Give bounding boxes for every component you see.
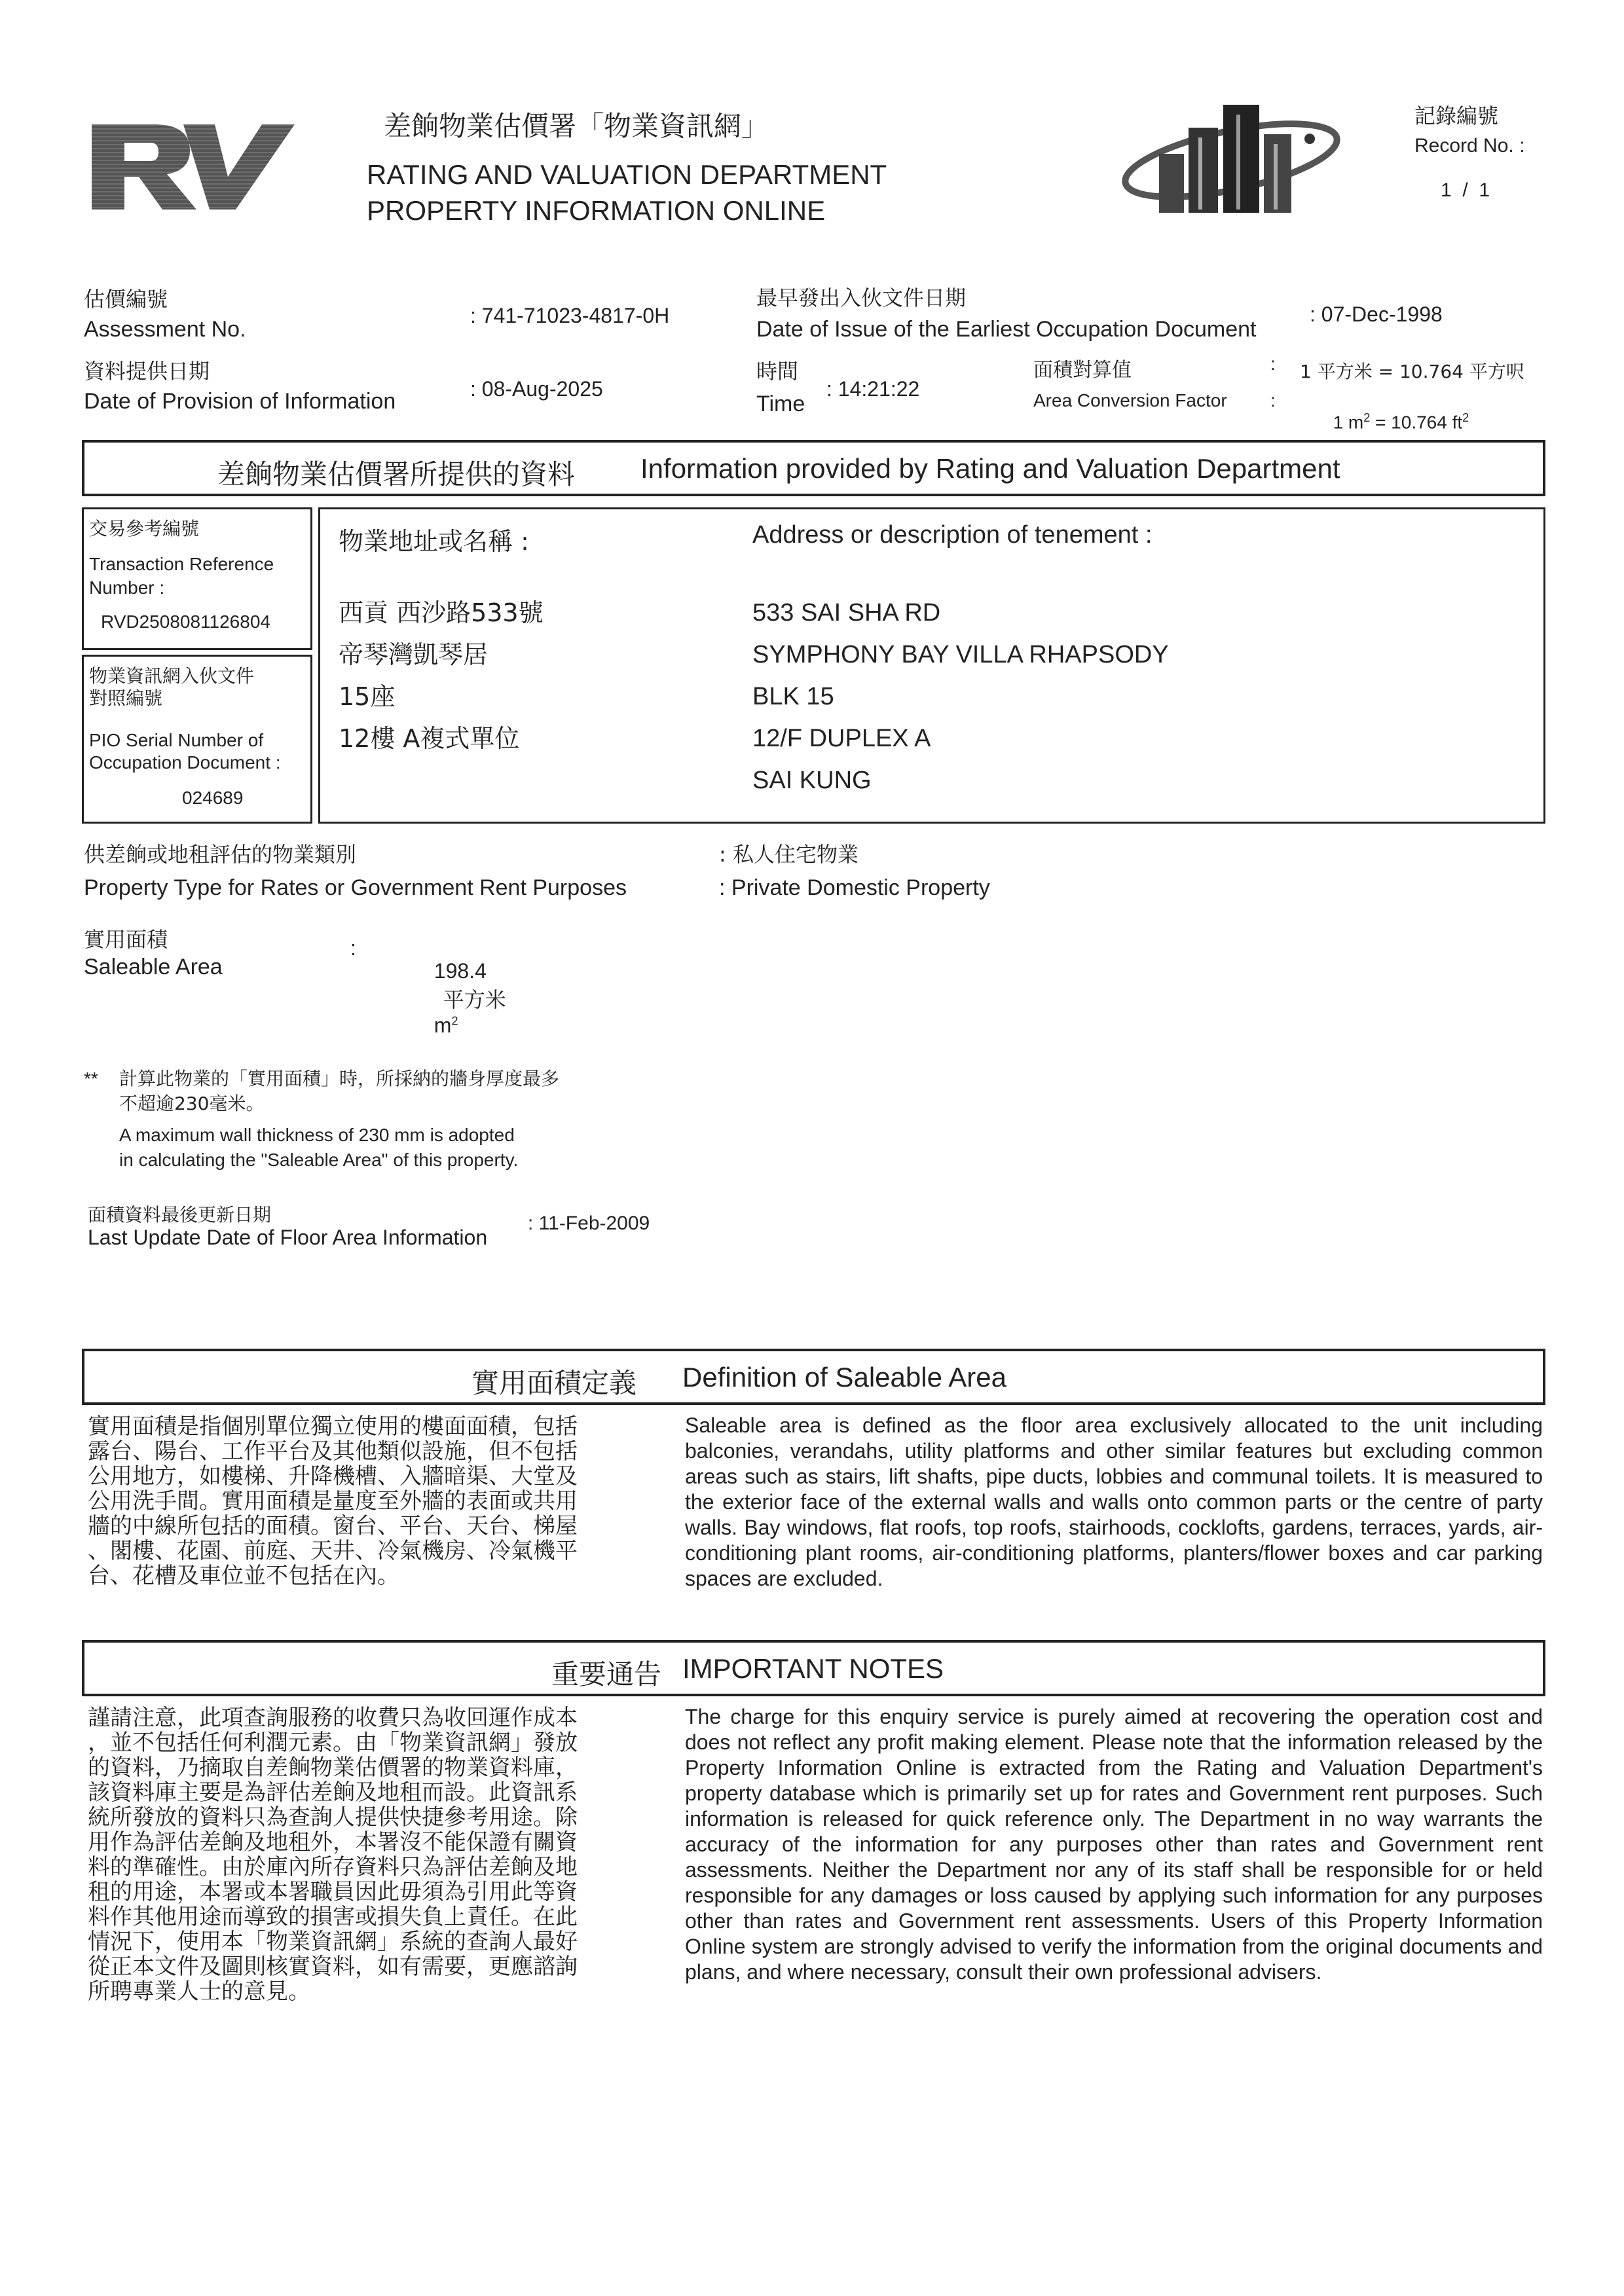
- sup-ft2: 2: [1462, 411, 1469, 424]
- issue-date-value: : 07-Dec-1998: [1310, 302, 1443, 326]
- property-type-value-en: : Private Domestic Property: [719, 875, 990, 900]
- address-label-en: Address or description of tenement :: [752, 521, 1153, 549]
- address-en-line: BLK 15: [752, 683, 834, 710]
- address-lines-zh: [339, 592, 544, 759]
- notes-zh-line: 租的用途，本署或本署職員因此毋須為引用此等資: [88, 1879, 578, 1905]
- address-zh-line: 西貢 西沙路533號: [339, 598, 544, 627]
- note-zh-1: 計算此物業的「實用面積」時，所採納的牆身厚度最多: [119, 1068, 560, 1089]
- notes-zh-line: 料作其他用途而導致的損害或損失負上責任。在此: [88, 1904, 578, 1930]
- saleable-area-colon: :: [350, 936, 356, 960]
- address-label-zh: 物業地址或名稱 :: [339, 527, 529, 556]
- definition-zh-line: 牆的中線所包括的面積。窗台、平台、天台、梯屋: [88, 1513, 578, 1539]
- header-title-en-2: PROPERTY INFORMATION ONLINE: [367, 195, 826, 226]
- header-title-zh: 差餉物業估價署「物業資訊網」: [383, 110, 769, 142]
- conversion-label-en: Area Conversion Factor: [1033, 390, 1227, 410]
- property-type-label-en: Property Type for Rates or Government Rent Purposes: [84, 875, 627, 900]
- conversion-line-2: [1323, 390, 1469, 433]
- address-en-line: 533 SAI SHA RD: [752, 599, 941, 627]
- ref-value: RVD2508081126804: [101, 611, 270, 632]
- assessment-label-en: Assessment No.: [84, 317, 246, 342]
- address-lines-en: [752, 592, 1169, 801]
- notes-zh-line: 從正本文件及圖則核實資料，如有需要，更應諮詢: [88, 1954, 578, 1980]
- notes-zh-line: 料的準確性。由於庫內所存資料只為評估差餉及地: [88, 1854, 578, 1880]
- notes-body-zh: [88, 1705, 664, 2004]
- issue-date-label-zh: 最早發出入伙文件日期: [756, 285, 967, 310]
- notes-zh-line: 用作為評估差餉及地租外，本署沒不能保證有關資: [88, 1829, 578, 1855]
- update-label-zh: 面積資料最後更新日期: [88, 1204, 272, 1226]
- info-section-title-en: Information provided by Rating and Valuation Department: [640, 453, 1340, 484]
- pio-label-zh-1: 物業資訊網入伙文件: [89, 665, 255, 687]
- provision-value: : 08-Aug-2025: [470, 377, 603, 401]
- time-value: : 14:21:22: [826, 377, 920, 401]
- assessment-value: : 741-71023-4817-0H: [470, 304, 670, 327]
- area-value: 198.4: [434, 959, 487, 983]
- time-label-zh: 時間: [756, 359, 799, 384]
- pio-serial-box: [82, 655, 312, 824]
- definition-zh-line: 台、花槽及車位並不包括在內。: [88, 1563, 399, 1589]
- pio-label-en-2: Occupation Document :: [89, 752, 281, 773]
- pio-label-en-1: PIO Serial Number of: [89, 730, 264, 750]
- notes-title-zh: 重要通告: [551, 1658, 662, 1690]
- note-marker: **: [84, 1068, 98, 1089]
- note-zh-2: 不超逾230毫米。: [119, 1093, 265, 1114]
- definition-zh-line: 公用地方，如樓梯、升降機槽、入牆暗渠、大堂及: [88, 1463, 578, 1489]
- note-en-1: A maximum wall thickness of 230 mm is adopted: [119, 1125, 515, 1145]
- definition-zh-line: 實用面積是指個別單位獨立使用的樓面面積，包括: [88, 1413, 578, 1440]
- conversion-label-zh: 面積對算值: [1033, 359, 1132, 382]
- notes-title-en: IMPORTANT NOTES: [682, 1653, 944, 1684]
- update-value: : 11-Feb-2009: [528, 1212, 650, 1234]
- conversion-line-2-a: 1 m: [1333, 412, 1364, 433]
- provision-label-zh: 資料提供日期: [84, 359, 210, 384]
- note-en-2: in calculating the "Saleable Area" of this property.: [119, 1150, 519, 1170]
- notes-zh-line: 的資料，乃摘取自差餉物業估價署的物業資料庫，: [88, 1755, 578, 1781]
- saleable-area-value: [422, 935, 506, 1038]
- area-unit-sup: 2: [451, 1014, 458, 1028]
- assessment-label-zh: 估價編號: [84, 287, 168, 312]
- definition-zh-line: 、閣樓、花園、前庭、天井、冷氣機房、冷氣機平: [88, 1538, 578, 1564]
- rv-logo: [85, 111, 301, 216]
- conversion-line-1: 1 平方米 = 10.764 平方呎: [1300, 361, 1524, 382]
- issue-date-label-en: Date of Issue of the Earliest Occupation Document: [756, 317, 1257, 342]
- notes-zh-line: 謹請注意，此項查詢服務的收費只為收回運作成本: [88, 1705, 578, 1731]
- header-title-en-1: RATING AND VALUATION DEPARTMENT: [367, 159, 887, 190]
- saleable-area-label-en: Saleable Area: [84, 955, 223, 979]
- property-type-label-zh: 供差餉或地租評估的物業類別: [84, 842, 357, 867]
- definition-body-zh: [88, 1414, 664, 1588]
- conversion-colon-1: :: [1270, 354, 1276, 374]
- buildings-logo: [1120, 98, 1342, 213]
- ref-label-zh: 交易參考編號: [89, 518, 200, 539]
- rv-logo-mark: [85, 111, 301, 216]
- address-box: [318, 507, 1545, 824]
- buildings-logo-mark: [1120, 98, 1342, 213]
- definition-zh-line: 露台、陽台、工作平台及其他類似設施，但不包括: [88, 1438, 578, 1465]
- pio-value: 024689: [182, 788, 244, 808]
- record-no-label-zh: 記錄編號: [1414, 103, 1499, 128]
- notes-zh-line: 情況下，使用本「物業資訊網」系統的查詢人最好: [88, 1929, 578, 1955]
- notes-zh-line: 該資料庫主要是為評估差餉及地租而設。此資訊系: [88, 1779, 578, 1806]
- area-unit-zh: 平方米: [443, 987, 506, 1012]
- ref-label-en-1: Transaction Reference: [89, 554, 274, 574]
- definition-title-en: Definition of Saleable Area: [682, 1362, 1006, 1393]
- transaction-ref-box: [82, 507, 312, 650]
- definition-title-zh: 實用面積定義: [471, 1367, 637, 1399]
- notes-body-en: The charge for this enquiry service is purely aimed at recovering the operation cost and does not reflect any profit making element. Please note that the information released by the Property Information Online is extracted from the Rating and Valuation Department's property database which is primarily set up for rates and Government rent purposes. Such information is released for quick reference only. The Department in no way warrants the accuracy of the information for any purposes other than rates and Government rent assessments. Neither the Department nor any of its staff shall be responsible for or held responsible for any damages or loss caused by applying such information for any purposes other than rates and Government rent assessments. Users of this Property Information Online system are strongly advised to verify the information from the original documents and plans, and where necessary, consult their own professional advisers.: [685, 1705, 1543, 1984]
- sup-m2: 2: [1363, 411, 1371, 424]
- notes-zh-line: 統所發放的資料只為查詢人提供快捷參考用途。除: [88, 1804, 578, 1831]
- record-no-value: 1 / 1: [1441, 179, 1490, 201]
- provision-label-en: Date of Provision of Information: [84, 389, 396, 414]
- update-label-en: Last Update Date of Floor Area Information: [88, 1226, 488, 1249]
- address-en-line: 12/F DUPLEX A: [752, 725, 931, 752]
- saleable-area-label-zh: 實用面積: [84, 927, 168, 952]
- notes-zh-line: 所聘專業人士的意見。: [88, 1978, 310, 2005]
- address-zh-line: 12樓 A複式單位: [339, 724, 520, 753]
- address-zh-line: 帝琴灣凱琴居: [339, 640, 489, 669]
- definition-zh-line: 公用洗手間。實用面積是量度至外牆的表面或共用: [88, 1488, 578, 1514]
- conversion-colon-2: :: [1270, 390, 1276, 410]
- info-section-title-zh: 差餉物業估價署所提供的資料: [217, 458, 576, 490]
- notes-zh-line: ，並不包括任何利潤元素。由「物業資訊網」發放: [88, 1730, 578, 1756]
- address-en-line: SYMPHONY BAY VILLA RHAPSODY: [752, 641, 1169, 668]
- area-unit-en: m: [434, 1013, 452, 1037]
- address-en-line: SAI KUNG: [752, 767, 872, 794]
- pio-label-zh-2: 對照編號: [89, 687, 163, 709]
- property-type-value-zh: : 私人住宅物業: [719, 842, 858, 867]
- definition-body-en: Saleable area is defined as the floor area exclusively allocated to the unit including balconies, verandahs, utility platforms and other similar features but excluding common areas such as stairs, lift shafts, pipe ducts, lobbies and communal toilets. It is measured to the exterior face of the external walls and walls onto common parts or the centre of party walls. Bay windows, flat roofs, top roofs, stairhoods, cocklofts, gardens, terraces, yards, air-conditioning plant rooms, air-conditioning platforms, planters/flower boxes and car parking spaces are excluded.: [685, 1413, 1543, 1590]
- address-zh-line: 15座: [339, 682, 396, 711]
- record-no-label-en: Record No. :: [1414, 135, 1525, 156]
- time-label-en: Time: [756, 392, 805, 416]
- conversion-line-2-b: = 10.764 ft: [1370, 412, 1463, 433]
- ref-label-en-2: Number :: [89, 577, 165, 598]
